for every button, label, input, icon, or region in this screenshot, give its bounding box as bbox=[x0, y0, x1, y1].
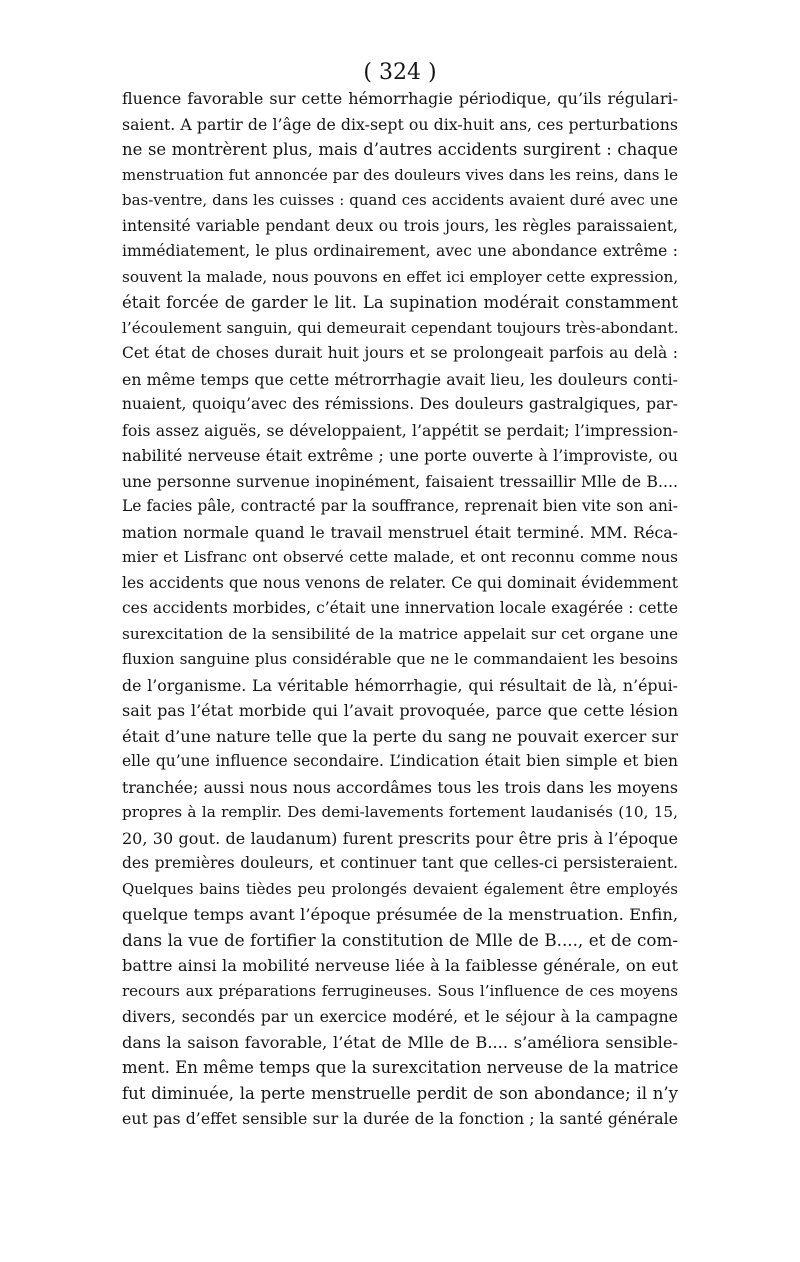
text-line: dans la vue de fortifier la constitution de Mlle de B...., et de com- bbox=[122, 929, 678, 950]
text-line: recours aux préparations ferrugineuses. Sous l’influence de ces moyens bbox=[122, 981, 678, 1000]
text-line: Cet état de choses durait huit jours et se prolongeait parfois au delà : bbox=[122, 344, 678, 362]
text-line: était d’une nature telle que la perte du sang ne pouvait exercer sur bbox=[122, 726, 678, 746]
text-line: ment. En même temps que la surexcitation nerveuse de la matrice bbox=[122, 1058, 678, 1077]
text-line: de l’organisme. La véritable hémorrhagie, qui résultait de là, n’épui- bbox=[122, 675, 678, 695]
text-line: une personne survenue inopinément, faisaient tressaillir Mlle de B.... bbox=[122, 471, 678, 491]
text-line: ces accidents morbides, c’était une innervation locale exagérée : cette bbox=[122, 599, 678, 617]
text-line: 20, 30 gout. de laudanum) furent prescrits pour être pris à l’époque bbox=[122, 828, 678, 848]
text-line: en même temps que cette métrorrhagie avait lieu, les douleurs conti- bbox=[122, 369, 678, 389]
text-line: menstruation fut annoncée par des douleurs vives dans les reins, dans le bbox=[122, 165, 678, 184]
text-line: fluxion sanguine plus considérable que ne le commandaient les besoins bbox=[122, 650, 678, 668]
text-line: les accidents que nous venons de relater. Ce qui dominait évidemment bbox=[122, 573, 678, 592]
text-line: mier et Lisfranc ont observé cette malade, et ont reconnu comme nous bbox=[122, 548, 678, 566]
text-line: elle qu’une influence secondaire. L’indication était bien simple et bien bbox=[122, 752, 678, 770]
text-line: ne se montrèrent plus, mais d’autres accidents surgirent : chaque bbox=[122, 140, 678, 159]
text-line: l’écoulement sanguin, qui demeurait cependant toujours très-abondant. bbox=[122, 318, 678, 337]
body-text bbox=[122, 86, 678, 1132]
text-line: saient. A partir de l’âge de dix-sept ou dix-huit ans, ces perturbations bbox=[122, 114, 678, 134]
text-line: fluence favorable sur cette hémorrhagie périodique, qu’ils régulari- bbox=[122, 89, 678, 108]
text-line: propres à la remplir. Des demi-lavements fortement laudanisés (10, 15, bbox=[122, 803, 678, 821]
text-line: nuaient, quoiqu’avec des rémissions. Des douleurs gastralgiques, par- bbox=[122, 395, 678, 413]
text-line: mation normale quand le travail menstruel était terminé. MM. Réca- bbox=[122, 522, 678, 542]
text-line: battre ainsi la mobilité nerveuse liée à la faiblesse générale, on eut bbox=[122, 956, 678, 975]
text-line: souvent la malade, nous pouvons en effet ici employer cette expression, bbox=[122, 267, 678, 286]
text-line: fut diminuée, la perte menstruelle perdit de son abondance; il n’y bbox=[122, 1083, 678, 1103]
text-line: intensité variable pendant deux ou trois jours, les règles paraissaient, bbox=[122, 216, 678, 235]
text-line: nabilité nerveuse était extrême ; une porte ouverte à l’improviste, ou bbox=[122, 446, 678, 465]
text-line: eut pas d’effet sensible sur la durée de la fonction ; la santé générale bbox=[122, 1109, 678, 1128]
text-line: bas-ventre, dans les cuisses : quand ces accidents avaient duré avec une bbox=[122, 191, 678, 209]
text-line: surexcitation de la sensibilité de la matrice appelait sur cet organe une bbox=[122, 624, 678, 643]
page-number: ( 324 ) bbox=[363, 60, 437, 85]
text-line: était forcée de garder le lit. La supination modérait constamment bbox=[122, 293, 678, 312]
text-line: Le facies pâle, contracté par la souffrance, reprenait bien vite son ani- bbox=[122, 497, 678, 515]
text-line: divers, secondés par un exercice modéré, et le séjour à la campagne bbox=[122, 1007, 678, 1026]
text-line: immédiatement, le plus ordinairement, avec une abondance extrême : bbox=[122, 242, 678, 260]
text-line: fois assez aiguës, se développaient, l’appétit se perdait; l’impression- bbox=[122, 420, 678, 440]
text-line: Quelques bains tièdes peu prolongés devaient également être employés bbox=[122, 879, 678, 898]
text-line: sait pas l’état morbide qui l’avait provoquée, parce que cette lésion bbox=[122, 701, 678, 720]
text-line: tranchée; aussi nous nous accordâmes tous les trois dans les moyens bbox=[122, 777, 678, 797]
text-line: quelque temps avant l’époque présumée de la menstruation. Enfin, bbox=[122, 905, 678, 924]
text-line: des premières douleurs, et continuer tant que celles-ci persisteraient. bbox=[122, 854, 678, 872]
text-line: dans la saison favorable, l’état de Mlle de B.... s’améliora sensible- bbox=[122, 1032, 678, 1052]
